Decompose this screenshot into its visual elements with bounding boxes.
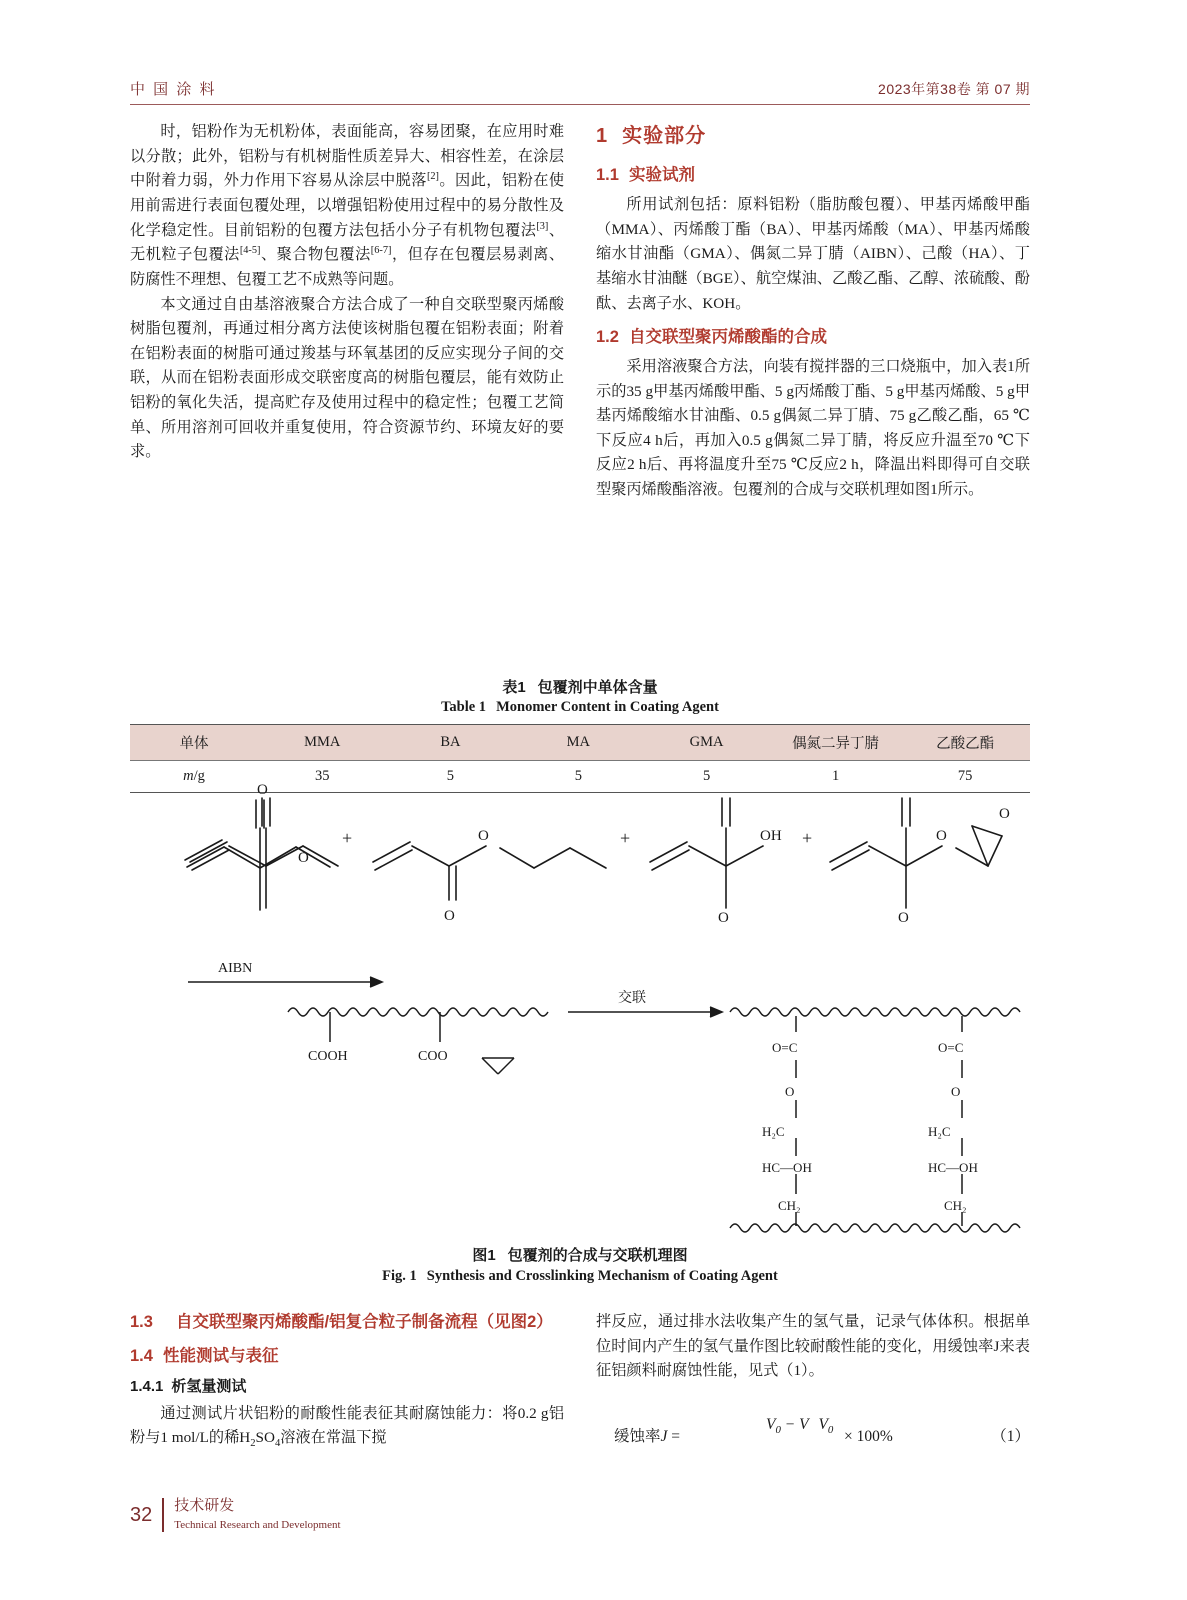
- table-cell: 5: [386, 761, 514, 793]
- figure-caption-en: [130, 1268, 1030, 1285]
- label-aibn: AIBN: [218, 961, 253, 976]
- plus-sign: +: [342, 828, 353, 848]
- table-caption-en-label: Table 1: [441, 699, 487, 715]
- label-coo: COO: [418, 1049, 448, 1064]
- heading-1-2-title: 自交联型聚丙烯酸酯的合成: [628, 328, 827, 347]
- atom-label-o: O: [936, 828, 947, 844]
- lower-right-column: [596, 1310, 1030, 1462]
- heading-1-title: 实验部分: [622, 125, 707, 147]
- table-cell: 75: [900, 761, 1030, 793]
- atom-label-oh: OH: [760, 828, 782, 844]
- heading-section-1-2: [596, 324, 1030, 351]
- formula-denominator: $V_0$: [818, 1415, 834, 1436]
- heading-section-1-1: [596, 162, 1030, 189]
- formula-fraction: [760, 1412, 833, 1440]
- figure-caption-label: 图1: [472, 1247, 496, 1264]
- formula-number: （1）: [991, 1427, 1030, 1445]
- heading-1-2-number: 1.2: [596, 328, 619, 347]
- atom-label-o: O: [951, 1084, 961, 1099]
- figure-caption-text: 包覆剂的合成与交联机理图: [507, 1247, 688, 1264]
- atom-label-o: O: [898, 910, 909, 926]
- formula-tail: × 100%: [844, 1427, 893, 1445]
- table-cell: 1: [771, 761, 901, 793]
- table-caption-text: 包覆剂中单体含量: [537, 679, 658, 696]
- heading-1-4-1-title: 析氢量测试: [171, 1378, 247, 1396]
- row-label-symbol: m: [183, 768, 194, 784]
- label-o-eq-c: O=C: [938, 1040, 964, 1055]
- table-caption-en-text: Monomer Content in Coating Agent: [496, 699, 719, 715]
- figure-caption-en-text: Synthesis and Crosslinking Mechanism of Coating Agent: [426, 1268, 778, 1284]
- heading-section-1-4: [130, 1343, 564, 1370]
- label-ch2: CH₂: [944, 1198, 967, 1213]
- footer-text-cn: 技术研发: [174, 1497, 235, 1514]
- table-header-cell: 偶氮二异丁腈: [771, 725, 901, 761]
- lower-left-column: [130, 1310, 564, 1453]
- atom-label-o: O: [718, 910, 729, 926]
- label-hc-oh: HC—OH: [928, 1160, 978, 1175]
- heading-1-4-1-number: 1.4.1: [130, 1378, 164, 1396]
- figure-caption-en-label: Fig. 1: [382, 1268, 417, 1284]
- plus-sign: +: [802, 828, 813, 848]
- table-header-row: [130, 725, 1030, 761]
- formula-lead: 缓蚀率J =: [614, 1427, 681, 1445]
- right-text-column: [596, 120, 1030, 503]
- atom-label-o: O: [999, 806, 1010, 822]
- label-hc-oh: HC—OH: [762, 1160, 812, 1175]
- atom-label-o: O: [298, 850, 309, 866]
- table-header-cell: MA: [514, 725, 642, 761]
- footer-divider: [162, 1498, 164, 1532]
- table-header-cell: GMA: [642, 725, 770, 761]
- atom-label-o: O: [478, 828, 489, 844]
- paragraph-synthesis: 采用溶液聚合方法，向装有搅拌器的三口烧瓶中，加入表1所示的35 g甲基丙烯酸甲酯、5 g丙烯酸丁酯、5 g甲基丙烯酸、5 g甲基丙烯酸缩水甘油酯、0.5 g偶氮二异丁腈、75 g乙酸乙酯，65 ℃下反应4 h后，再加入0.5 g偶氮二异丁腈，将反应升温至70 ℃下反应2 h后、再将温度升至75 ℃反应2 h，降温出料即得可自交联型聚丙烯酸酯溶液。包覆剂的合成与交联机理如图1所示。: [596, 357, 1030, 499]
- heading-section-1-4-1: [130, 1375, 564, 1399]
- formula-numerator: $V_0 - V$: [766, 1415, 809, 1436]
- paragraph-hydrogen-test: 通过测试片状铝粉的耐酸性能表征其耐腐蚀能力：将0.2 g铝粉与1 mol/L的稀$H_2SO_4$溶液在常温下搅: [130, 1404, 564, 1450]
- table-header-cell: 乙酸乙酯: [900, 725, 1030, 761]
- chemical-scheme-svg: [130, 770, 1030, 1240]
- paragraph-corrosion-rate: 拌反应，通过排水法收集产生的氢气量，记录气体体积。根据单位时间内产生的氢气量作图比较耐酸性能的变化，用缓蚀率J来表征铝颜料耐腐蚀性能，见式（1）。: [596, 1313, 1030, 1380]
- figure-caption-cn: [130, 1244, 1030, 1265]
- heading-section-1-3: [130, 1310, 564, 1335]
- table-cell: 5: [642, 761, 770, 793]
- figure-1-image: [130, 770, 1030, 1240]
- page-number: 32: [130, 1503, 153, 1526]
- header-divider: [130, 104, 1030, 105]
- left-text-column: [130, 120, 564, 465]
- table-caption-en: [130, 699, 1030, 716]
- heading-1-number: 1: [596, 125, 609, 147]
- heading-1-1-title: 实验试剂: [628, 166, 695, 185]
- paragraph-continuation: 时，铝粉作为无机粉体，表面能高，容易团聚，在应用时难以分散；此外，铝粉与有机树脂性质差异大、相容性差，在涂层中附着力弱，外力作用下容易从涂层中脱落[2]。因此，铝粉在使用前需进行表面包覆处理，以增强铝粉使用过程中的易分散性及化学稳定性。目前铝粉的包覆方法包括小分子有机物包覆法[3]、无机粒子包覆法[4-5]、聚合物包覆法[6-7]，但存在包覆层易剥离、防腐性不理想、包覆工艺不成熟等问题。: [130, 123, 565, 288]
- label-crosslink: 交联: [618, 991, 646, 1006]
- heading-1-4-number: 1.4: [130, 1346, 153, 1365]
- heading-1-3-title: 自交联型聚丙烯酸酯/铝复合粒子制备流程（见图2）: [176, 1313, 553, 1331]
- heading-section-1: [596, 120, 1030, 152]
- footer-text-en: Technical Research and Development: [174, 1519, 341, 1531]
- page-header: [130, 78, 1030, 99]
- atom-label-o: O: [257, 782, 268, 798]
- page-footer: [130, 1495, 1030, 1535]
- page-content: [130, 0, 1030, 1600]
- heading-1-1-number: 1.1: [596, 166, 619, 185]
- formula-1: [596, 1410, 1030, 1462]
- row-label-unit: /g: [193, 768, 205, 784]
- plus-sign: +: [620, 828, 631, 848]
- issue-info: 2023年第38卷 第 07 期: [878, 81, 1030, 97]
- label-o-eq-c: O=C: [772, 1040, 798, 1055]
- table-caption-label: 表1: [502, 679, 526, 696]
- footer-section-label: [174, 1497, 340, 1533]
- table-cell: 35: [258, 761, 387, 793]
- atom-label-o: O: [444, 908, 455, 924]
- table-header-cell: MMA: [258, 725, 387, 761]
- table-caption-cn: [130, 676, 1030, 697]
- paragraph-study-overview: 本文通过自由基溶液聚合方法合成了一种自交联型聚丙烯酸树脂包覆剂，再通过相分离方法使该树脂包覆在铝粉表面；附着在铝粉表面的树脂可通过羧基与环氧基团的反应实现分子间的交联，从而在铝粉表面形成交联密度高的树脂包覆层，能有效防止铝粉的氧化失活，提高贮存及使用过程中的稳定性；包覆工艺简单、所用溶剂可回收并重复使用，符合资源节约、环境友好的要求。: [130, 295, 564, 461]
- heading-1-4-title: 性能测试与表征: [162, 1346, 279, 1365]
- table-header-row-group: [130, 725, 1030, 761]
- paragraph-reagents: 所用试剂包括：原料铝粉（脂肪酸包覆）、甲基丙烯酸甲酯（MMA）、丙烯酸丁酯（BA）、甲基丙烯酸（MA）、甲基丙烯酸缩水甘油酯（GMA）、偶氮二异丁腈（AIBN）、己酸（HA）、丁基缩水甘油醚（BGE）、航空煤油、乙酸乙酯、乙醇、浓硫酸、酚酞、去离子水、KOH。: [596, 196, 1030, 312]
- label-h2c: H₂C: [762, 1124, 785, 1139]
- table-header-cell: 单体: [130, 725, 258, 761]
- label-cooh: COOH: [308, 1049, 348, 1064]
- label-ch2: CH₂: [778, 1198, 801, 1213]
- table-cell: 5: [514, 761, 642, 793]
- table-header-cell: BA: [386, 725, 514, 761]
- heading-1-3-number: 1.3: [130, 1313, 153, 1331]
- label-h2c: H₂C: [928, 1124, 951, 1139]
- journal-name: 中 国 涂 料: [130, 81, 217, 98]
- atom-label-o: O: [785, 1084, 795, 1099]
